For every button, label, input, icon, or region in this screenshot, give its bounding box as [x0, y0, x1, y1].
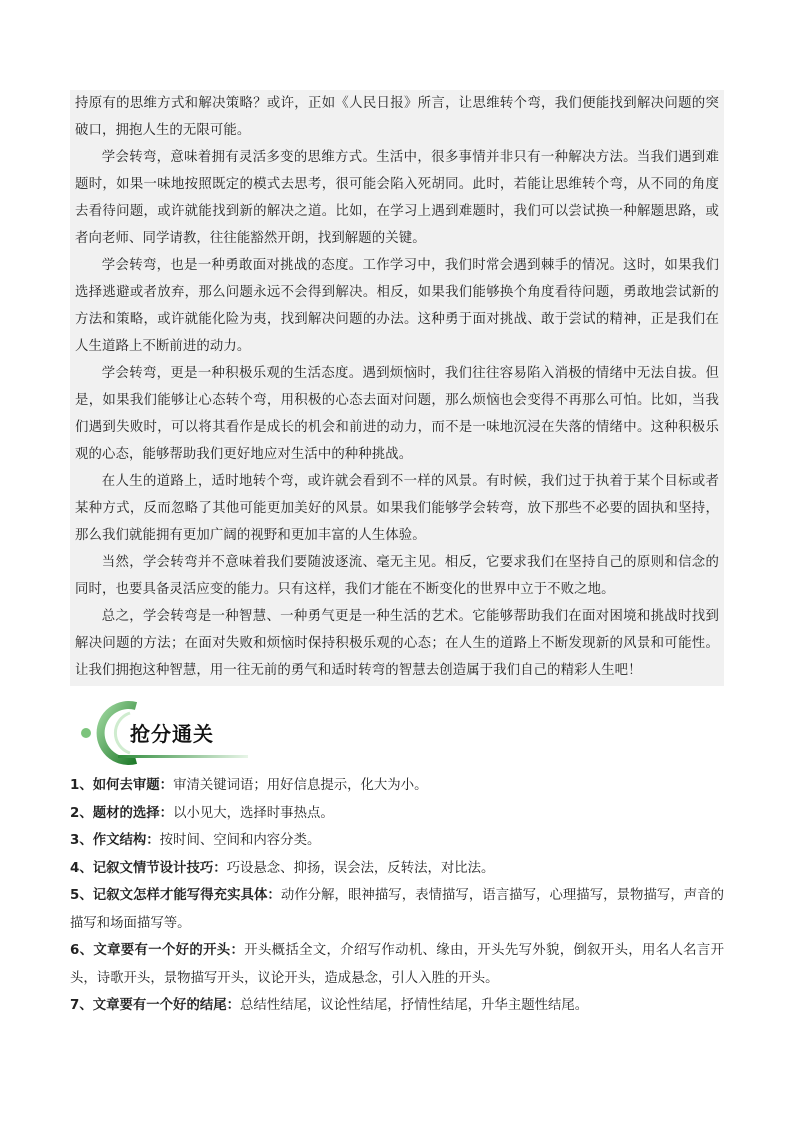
list-item: 6、文章要有一个好的开头：开头概括全文，介绍写作动机、缘由，开头先写外貌，倒叙开头，用名人名言开头，诗歌开头，景物描写开头，议论开头，造成悬念，引人入胜的开头。: [70, 943, 724, 986]
essay-paragraph: 总之，学会转弯是一种智慧、一种勇气更是一种生活的艺术。它能够帮助我们在面对困境和挑战时找到解决问题的方法；在面对失败和烦恼时保持积极乐观的心态；在人生的道路上不断发现新的风景和可能性。让我们拥抱这种智慧，用一往无前的勇气和适时转弯的智慧去创造属于我们自己的精彩人生吧！: [75, 609, 719, 678]
list-item: 2、题材的选择：以小见大，选择时事热点。: [70, 805, 334, 821]
list-item: 5、记叙文怎样才能写得充实具体：动作分解，眼神描写，表情描写，语言描写，心理描写，景物描写，声音的描写和场面描写等。: [70, 888, 724, 931]
list-item: 4、记叙文情节设计技巧：巧设悬念、抑扬，误会法，反转法，对比法。: [70, 860, 495, 876]
section-header: [78, 700, 258, 766]
essay-paragraph: 学会转弯，也是一种勇敢面对挑战的态度。工作学习中，我们时常会遇到棘手的情况。这时，如果我们选择逃避或者放弃，那么问题永远不会得到解决。相反，如果我们能够换个角度看待问题，勇敢地尝试新的方法和策略，或许就能化险为夷，找到解决问题的办法。这种勇于面对挑战、敢于尝试的精神，正是我们在人生道路上不断前进的动力。: [75, 258, 719, 354]
essay-paragraph: 持原有的思维方式和解决策略？或许，正如《人民日报》所言，让思维转个弯，我们便能找到解决问题的突破口，拥抱人生的无限可能。: [75, 96, 719, 138]
essay-block: [70, 90, 724, 686]
essay-paragraph: 学会转弯，意味着拥有灵活多变的思维方式。生活中，很多事情并非只有一种解决方法。当我们遇到难题时，如果一味地按照既定的模式去思考，很可能会陷入死胡同。此时，若能让思维转个弯，从不同的角度去看待问题，或许就能找到新的解决之道。比如，在学习上遇到难题时，我们可以尝试换一种解题思路，或者向老师、同学请教，往往能豁然开朗，找到解题的关键。: [75, 150, 719, 246]
essay-paragraph: 当然，学会转弯并不意味着我们要随波逐流、毫无主见。相反，它要求我们在坚持自己的原则和信念的同时，也要具备灵活应变的能力。只有这样，我们才能在不断变化的世界中立于不败之地。: [75, 555, 719, 597]
list-item: 7、文章要有一个好的结尾：总结性结尾，议论性结尾，抒情性结尾，升华主题性结尾。: [70, 998, 589, 1013]
list-item: 1、如何去审题：审清关键词语；用好信息提示，化大为小。: [70, 778, 428, 793]
essay-paragraph: 学会转弯，更是一种积极乐观的生活态度。遇到烦恼时，我们往往容易陷入消极的情绪中无法自拔。但是，如果我们能够让心态转个弯，用积极的心态去面对问题，那么烦恼也会变得不再那么可怕。比如，当我们遇到失败时，可以将其看作是成长的机会和前进的动力，而不是一味地沉浸在失落的情绪中。这种积极乐观的心态，能够帮助我们更好地应对生活中的种种挑战。: [75, 366, 719, 462]
section-title: 抢分通关: [130, 722, 214, 746]
tips-list: [70, 772, 724, 1020]
essay-paragraph: 在人生的道路上，适时地转个弯，或许就会看到不一样的风景。有时候，我们过于执着于某个目标或者某种方式，反而忽略了其他可能更加美好的风景。如果我们能够学会转弯，放下那些不必要的固执和坚持，那么我们就能拥有更加广阔的视野和更加丰富的人生体验。: [75, 474, 719, 543]
list-item: 3、作文结构：按时间、空间和内容分类。: [70, 833, 321, 848]
